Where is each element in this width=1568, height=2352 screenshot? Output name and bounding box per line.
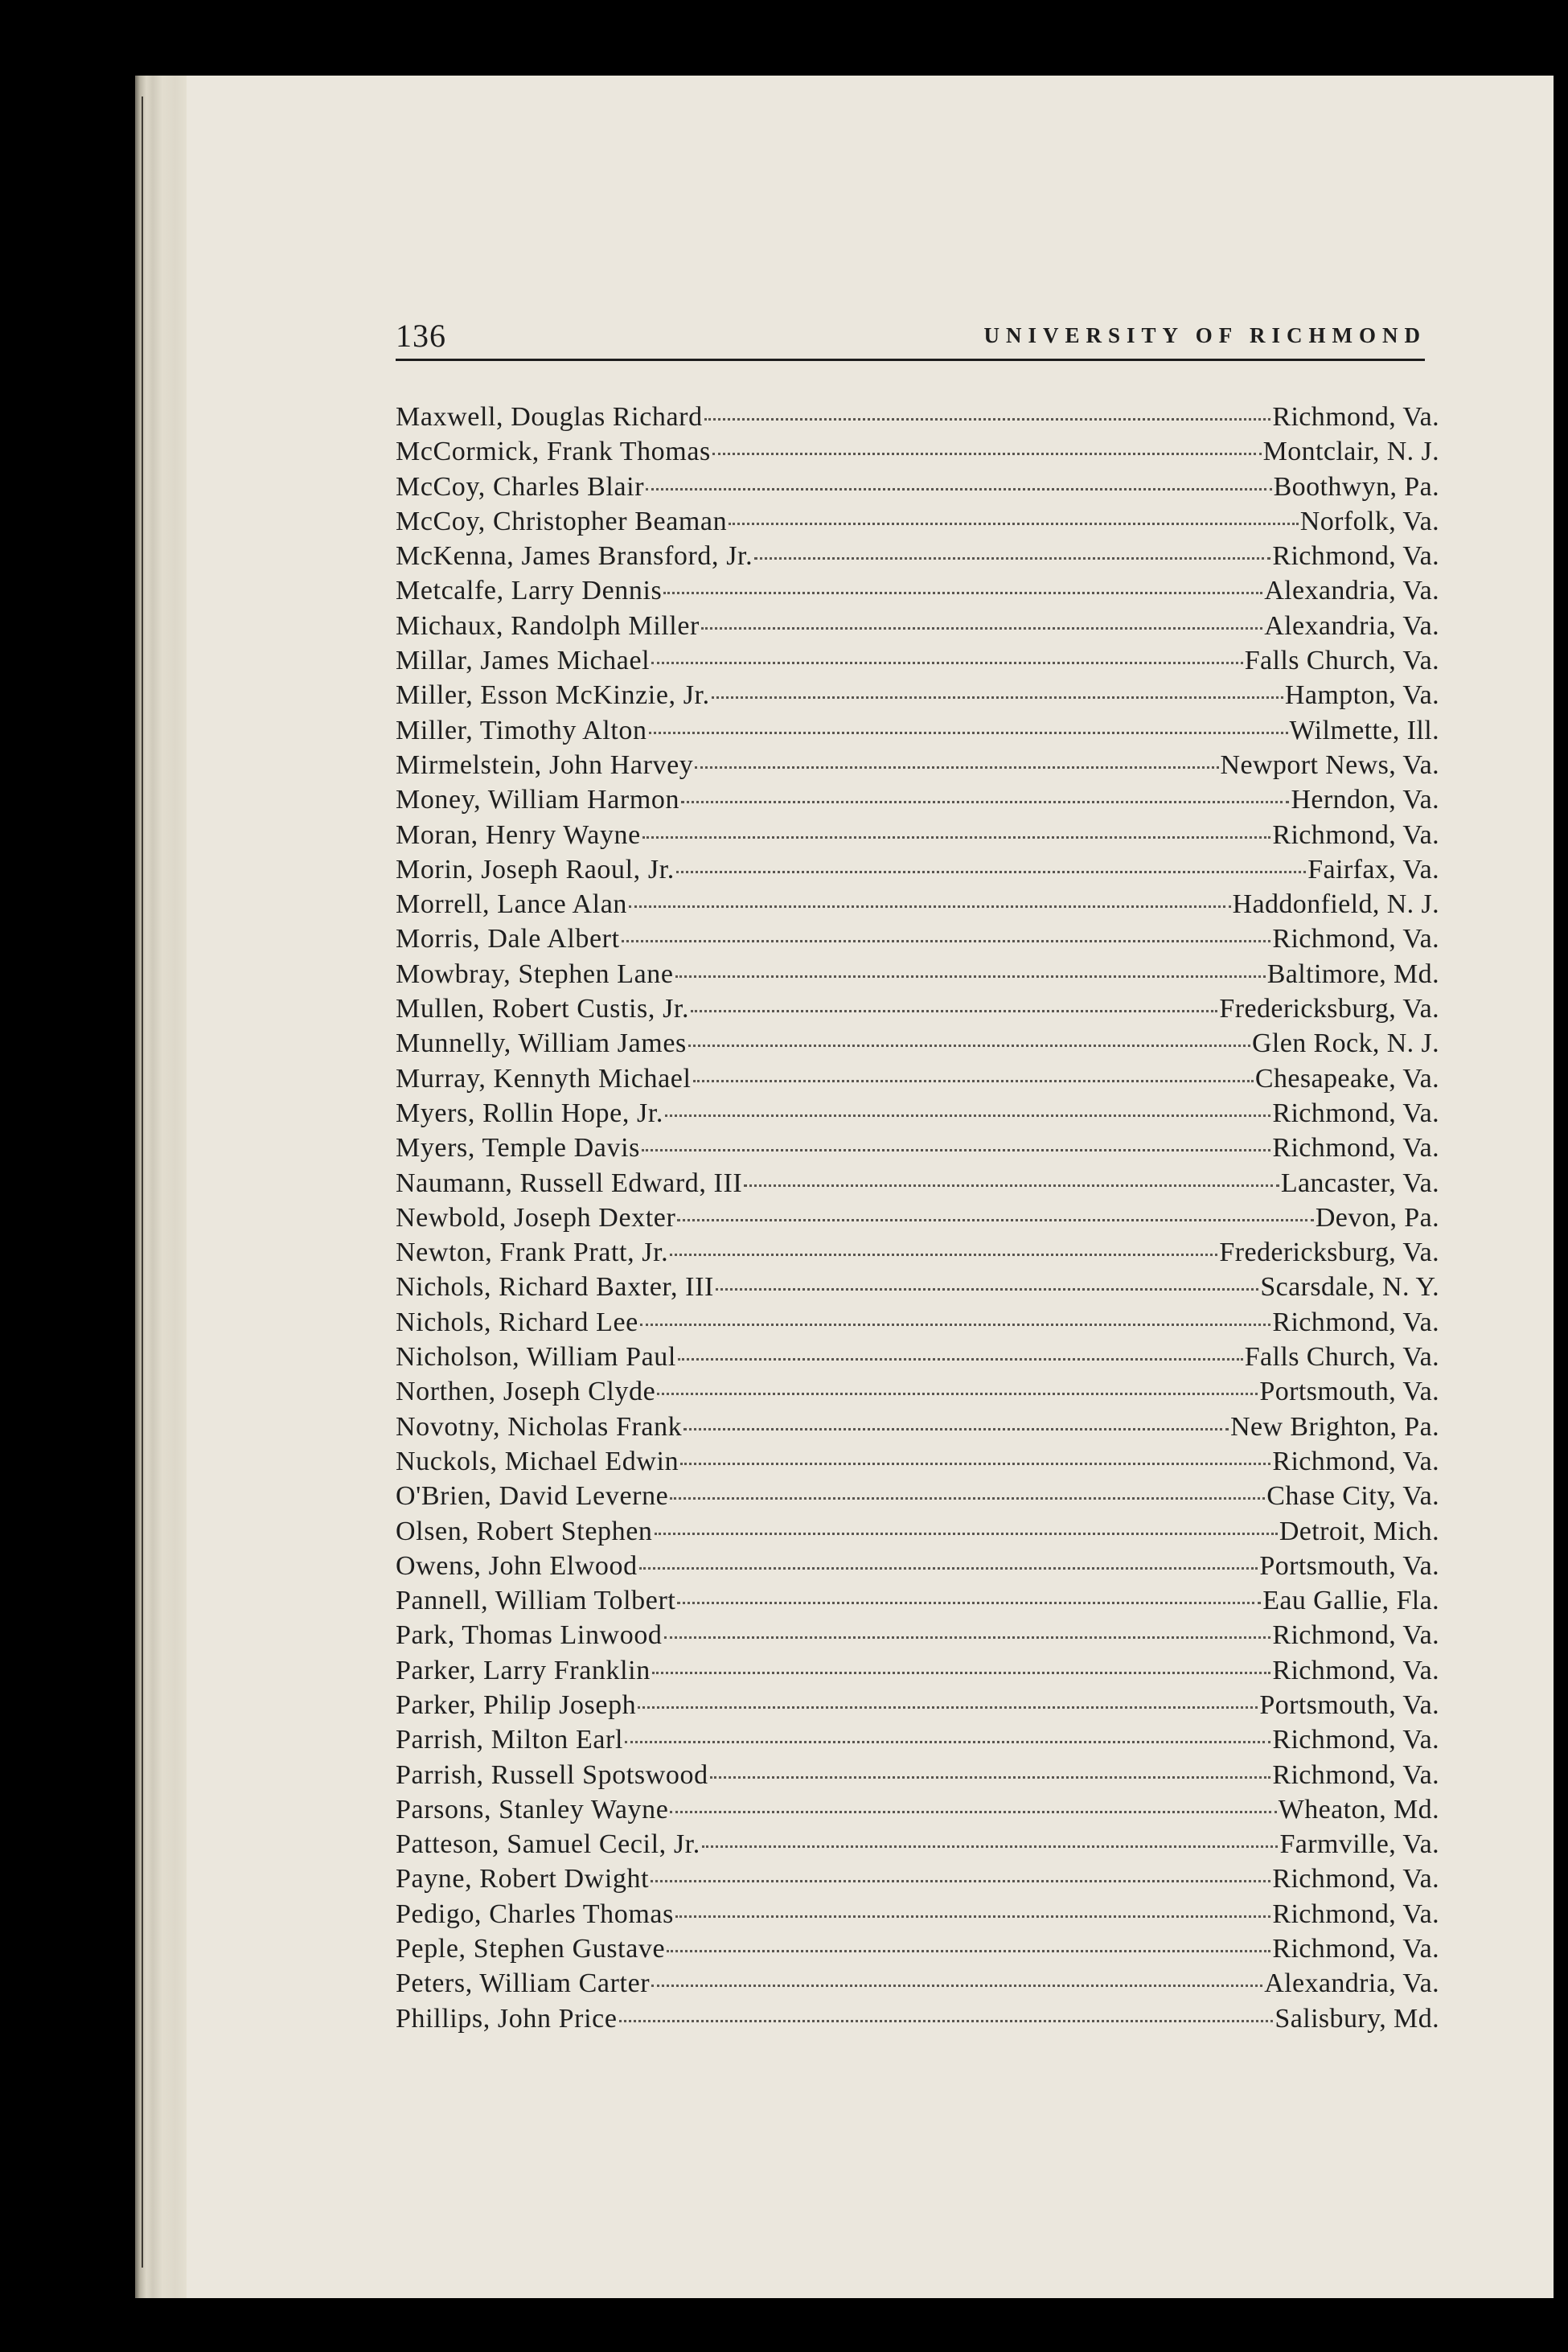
student-name: Parsons, Stanley Wayne — [396, 1794, 669, 1825]
roster-entry — [396, 1447, 1439, 1481]
student-name: McKenna, James Bransford, Jr. — [396, 541, 753, 572]
student-name: Mullen, Robert Custis, Jr. — [396, 994, 690, 1024]
student-name: Newbold, Joseph Dexter — [396, 1202, 676, 1233]
student-name: Moran, Henry Wayne — [396, 819, 641, 850]
dot-leader — [670, 1811, 1276, 1813]
student-name: Peple, Stephen Gustave — [396, 1934, 666, 1964]
roster-entry — [396, 1795, 1439, 1829]
roster-entry — [396, 1168, 1439, 1203]
hometown: Richmond, Va. — [1272, 1898, 1439, 1929]
hometown: Richmond, Va. — [1272, 1725, 1439, 1755]
student-name: Myers, Rollin Hope, Jr. — [396, 1098, 664, 1128]
hometown: Baltimore, Md. — [1266, 958, 1439, 989]
roster-entry — [396, 1272, 1439, 1307]
dot-leader — [639, 1567, 1258, 1570]
dot-leader — [652, 1672, 1271, 1674]
student-name: Miller, Esson McKinzie, Jr. — [396, 680, 710, 711]
roster-entry — [396, 1864, 1439, 1898]
dot-leader — [665, 1114, 1270, 1117]
dot-leader — [670, 1497, 1265, 1500]
hometown: Newport News, Va. — [1220, 749, 1439, 780]
roster-entry — [396, 855, 1439, 889]
hometown: Richmond, Va. — [1272, 819, 1439, 850]
hometown: Richmond, Va. — [1272, 1759, 1439, 1790]
hometown: Fairfax, Va. — [1307, 854, 1439, 885]
student-name: Nuckols, Michael Edwin — [396, 1446, 679, 1476]
student-name: Owens, John Elwood — [396, 1550, 638, 1581]
hometown: Richmond, Va. — [1272, 1934, 1439, 1964]
hometown: Portsmouth, Va. — [1259, 1377, 1439, 1407]
hometown: Farmville, Va. — [1279, 1829, 1439, 1860]
hometown: Chesapeake, Va. — [1254, 1063, 1439, 1094]
dot-leader — [676, 871, 1306, 873]
roster-entry — [396, 541, 1439, 576]
dot-leader — [680, 1463, 1270, 1465]
hometown: Hampton, Va. — [1284, 680, 1439, 711]
hometown: Eau Gallie, Fla. — [1262, 1586, 1439, 1616]
hometown: Richmond, Va. — [1272, 402, 1439, 432]
roster-entry — [396, 1760, 1439, 1795]
header-rule — [396, 359, 1425, 361]
hometown: Devon, Pa. — [1315, 1202, 1439, 1233]
hometown: Fredericksburg, Va. — [1219, 1238, 1439, 1268]
dot-leader — [646, 488, 1271, 491]
dot-leader — [695, 766, 1218, 769]
roster-entry — [396, 1028, 1439, 1063]
hometown: Portsmouth, Va. — [1259, 1689, 1439, 1720]
student-name: Northen, Joseph Clyde — [396, 1377, 656, 1407]
dot-leader — [710, 1776, 1271, 1779]
student-name: Olsen, Robert Stephen — [396, 1516, 653, 1546]
student-name: Nichols, Richard Baxter, III — [396, 1272, 714, 1303]
hometown: Boothwyn, Pa. — [1273, 471, 1439, 502]
roster-entry — [396, 1551, 1439, 1586]
dot-leader — [716, 1288, 1258, 1291]
dot-leader — [642, 836, 1271, 839]
roster-entry — [396, 1377, 1439, 1411]
roster-entry — [396, 1829, 1439, 1864]
roster-entry — [396, 402, 1439, 437]
roster-entry — [396, 472, 1439, 507]
hometown: New Brighton, Pa. — [1230, 1411, 1439, 1442]
student-name: Murray, Kennyth Michael — [396, 1063, 692, 1094]
dot-leader — [702, 1845, 1279, 1848]
dot-leader — [701, 627, 1262, 630]
hometown: Richmond, Va. — [1272, 924, 1439, 954]
student-name: Park, Thomas Linwood — [396, 1620, 663, 1651]
roster-entry — [396, 1412, 1439, 1447]
dot-leader — [664, 1636, 1271, 1639]
hometown: Falls Church, Va. — [1244, 646, 1439, 676]
student-roster — [396, 402, 1439, 2038]
dot-leader — [622, 940, 1271, 942]
student-name: McCoy, Christopher Beaman — [396, 506, 728, 536]
dot-leader — [655, 1533, 1278, 1535]
dot-leader — [677, 1602, 1261, 1604]
hometown: Wilmette, Ill. — [1289, 715, 1439, 745]
roster-entry — [396, 1307, 1439, 1342]
roster-entry — [396, 680, 1439, 715]
roster-entry — [396, 2004, 1439, 2038]
dot-leader — [704, 418, 1271, 421]
student-name: Millar, James Michael — [396, 646, 651, 676]
student-name: Peters, William Carter — [396, 1968, 651, 1999]
dot-leader — [677, 1219, 1313, 1221]
student-name: Metcalfe, Larry Dennis — [396, 576, 663, 606]
student-name: Mowbray, Stephen Lane — [396, 958, 674, 989]
roster-entry — [396, 1620, 1439, 1655]
roster-entry — [396, 889, 1439, 924]
hometown: Scarsdale, N. Y. — [1260, 1272, 1439, 1303]
roster-entry — [396, 1098, 1439, 1133]
roster-entry — [396, 1690, 1439, 1725]
dot-leader — [640, 1324, 1271, 1326]
page-edges — [135, 76, 191, 2298]
hometown: Richmond, Va. — [1272, 1655, 1439, 1685]
roster-entry — [396, 611, 1439, 646]
hometown: Portsmouth, Va. — [1259, 1550, 1439, 1581]
dot-leader — [744, 1184, 1279, 1187]
student-name: O'Brien, David Leverne — [396, 1481, 669, 1512]
dot-leader — [629, 905, 1231, 908]
hometown: Wheaton, Md. — [1278, 1794, 1439, 1825]
roster-entry — [396, 437, 1439, 471]
dot-leader — [683, 1428, 1229, 1430]
student-name: Mirmelstein, John Harvey — [396, 749, 694, 780]
dot-leader — [678, 1358, 1243, 1361]
hometown: Glen Rock, N. J. — [1251, 1028, 1439, 1059]
student-name: Pedigo, Charles Thomas — [396, 1898, 674, 1929]
dot-leader — [657, 1393, 1258, 1395]
dot-leader — [663, 592, 1262, 594]
hometown: Richmond, Va. — [1272, 1620, 1439, 1651]
student-name: McCoy, Charles Blair — [396, 471, 645, 502]
student-name: Michaux, Randolph Miller — [396, 610, 700, 641]
roster-entry — [396, 1968, 1439, 2003]
hometown: Alexandria, Va. — [1264, 1968, 1439, 1999]
roster-entry — [396, 1517, 1439, 1551]
student-name: Parker, Philip Joseph — [396, 1689, 637, 1720]
student-name: Morris, Dale Albert — [396, 924, 620, 954]
roster-entry — [396, 1133, 1439, 1168]
roster-entry — [396, 994, 1439, 1028]
roster-entry — [396, 646, 1439, 680]
roster-entry — [396, 1656, 1439, 1690]
student-name: Naumann, Russell Edward, III — [396, 1168, 743, 1198]
dot-leader — [675, 975, 1266, 978]
dot-leader — [729, 523, 1299, 525]
hometown: Norfolk, Va. — [1299, 506, 1439, 536]
hometown: Alexandria, Va. — [1264, 576, 1439, 606]
student-name: Morrell, Lance Alan — [396, 889, 628, 920]
dot-leader — [638, 1706, 1258, 1709]
student-name: Munnelly, William James — [396, 1028, 687, 1059]
roster-entry — [396, 576, 1439, 610]
student-name: Pannell, William Tolbert — [396, 1586, 676, 1616]
dot-leader — [712, 696, 1283, 699]
roster-entry — [396, 1725, 1439, 1759]
roster-entry — [396, 1064, 1439, 1098]
hometown: Richmond, Va. — [1272, 1864, 1439, 1894]
student-name: Parker, Larry Franklin — [396, 1655, 651, 1685]
roster-entry — [396, 1899, 1439, 1934]
student-name: Nicholson, William Paul — [396, 1342, 676, 1373]
roster-entry — [396, 785, 1439, 819]
dot-leader — [691, 1010, 1217, 1012]
hometown: Detroit, Mich. — [1279, 1516, 1439, 1546]
roster-entry — [396, 1586, 1439, 1620]
student-name: Phillips, John Price — [396, 2003, 618, 2034]
roster-entry — [396, 1934, 1439, 1968]
hometown: Richmond, Va. — [1272, 1446, 1439, 1476]
dot-leader — [649, 732, 1288, 734]
dot-leader — [712, 453, 1262, 455]
student-name: Parrish, Milton Earl — [396, 1725, 624, 1755]
hometown: Fredericksburg, Va. — [1219, 994, 1439, 1024]
student-name: McCormick, Frank Thomas — [396, 437, 711, 467]
student-name: Newton, Frank Pratt, Jr. — [396, 1238, 669, 1268]
hometown: Richmond, Va. — [1272, 1307, 1439, 1337]
dot-leader — [667, 1950, 1270, 1952]
hometown: Montclair, N. J. — [1262, 437, 1439, 467]
dot-leader — [688, 1045, 1250, 1047]
book-spine-line — [142, 96, 143, 2268]
roster-entry — [396, 1203, 1439, 1238]
student-name: Parrish, Russell Spotswood — [396, 1759, 708, 1790]
dot-leader — [625, 1741, 1270, 1743]
roster-entry — [396, 820, 1439, 855]
roster-entry — [396, 924, 1439, 958]
dot-leader — [651, 1985, 1262, 1987]
hometown: Haddonfield, N. J. — [1232, 889, 1439, 920]
hometown: Salisbury, Md. — [1275, 2003, 1439, 2034]
hometown: Lancaster, Va. — [1280, 1168, 1439, 1198]
student-name: Patteson, Samuel Cecil, Jr. — [396, 1829, 700, 1860]
dot-leader — [693, 1080, 1254, 1082]
hometown: Falls Church, Va. — [1244, 1342, 1439, 1373]
student-name: Myers, Temple Davis — [396, 1133, 640, 1164]
hometown: Herndon, Va. — [1291, 785, 1439, 815]
roster-entry — [396, 1342, 1439, 1377]
running-title: UNIVERSITY OF RICHMOND — [983, 323, 1426, 347]
page-header — [396, 317, 1431, 365]
hometown: Chase City, Va. — [1266, 1481, 1439, 1512]
roster-entry — [396, 1481, 1439, 1516]
student-name: Novotny, Nicholas Frank — [396, 1411, 683, 1442]
dot-leader — [619, 2020, 1274, 2022]
hometown: Alexandria, Va. — [1264, 610, 1439, 641]
dot-leader — [651, 1880, 1270, 1882]
student-name: Money, William Harmon — [396, 785, 680, 815]
roster-entry — [396, 716, 1439, 750]
roster-entry — [396, 1238, 1439, 1272]
page-number: 136 — [396, 318, 446, 354]
dot-leader — [651, 662, 1243, 664]
student-name: Payne, Robert Dwight — [396, 1864, 650, 1894]
dot-leader — [681, 801, 1289, 803]
dot-leader — [642, 1149, 1270, 1151]
roster-entry — [396, 959, 1439, 994]
dot-leader — [670, 1254, 1217, 1256]
student-name: Miller, Timothy Alton — [396, 715, 647, 745]
hometown: Richmond, Va. — [1272, 1133, 1439, 1164]
roster-entry — [396, 507, 1439, 541]
hometown: Richmond, Va. — [1272, 541, 1439, 572]
student-name: Nichols, Richard Lee — [396, 1307, 638, 1337]
hometown: Richmond, Va. — [1272, 1098, 1439, 1128]
student-name: Morin, Joseph Raoul, Jr. — [396, 854, 675, 885]
student-name: Maxwell, Douglas Richard — [396, 402, 703, 432]
dot-leader — [675, 1915, 1270, 1918]
dot-leader — [754, 557, 1270, 560]
roster-entry — [396, 750, 1439, 785]
